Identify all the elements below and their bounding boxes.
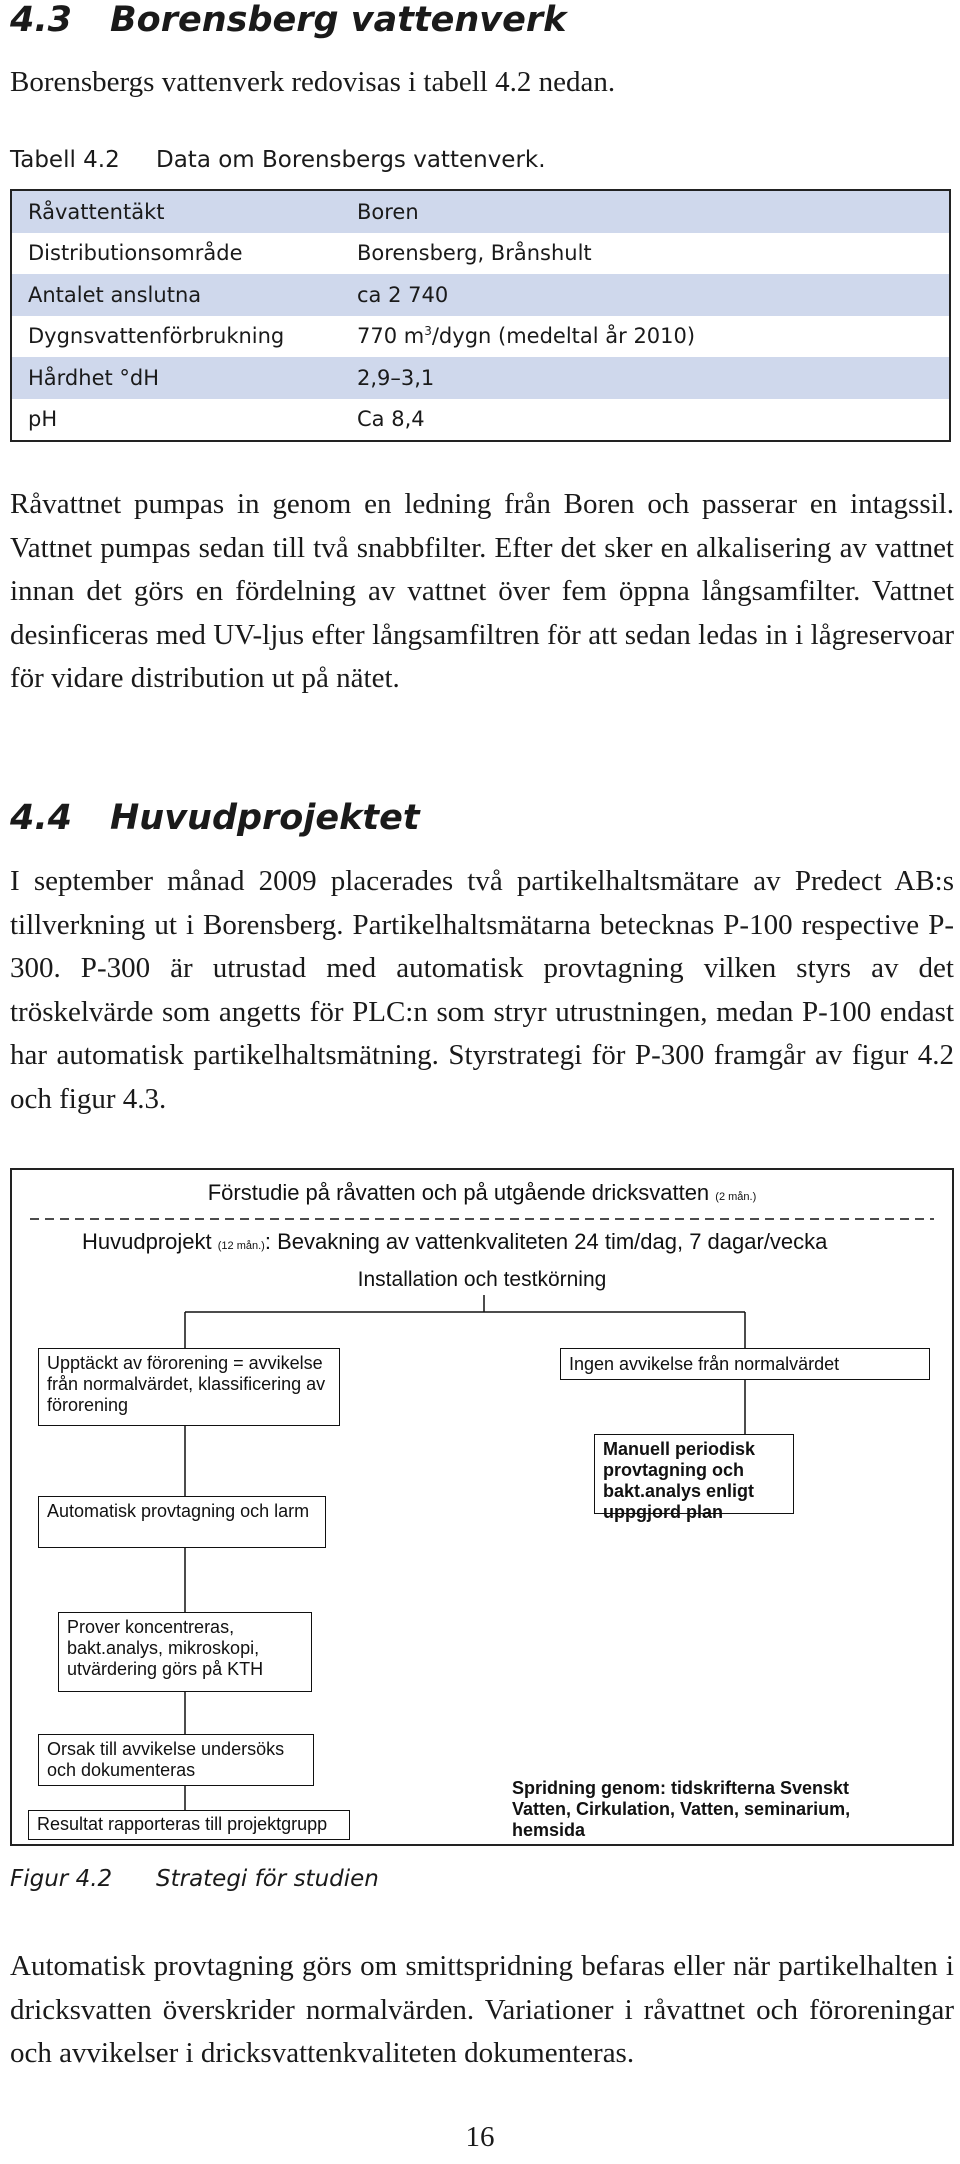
section-number: 4.3 xyxy=(10,0,73,40)
table-row xyxy=(12,191,949,233)
table-cell-label: Antalet anslutna xyxy=(28,282,202,307)
table-cell-label: Hårdhet °dH xyxy=(28,365,160,390)
paragraph-sampling: Automatisk provtagning görs om smittspridning befaras eller när partikelhalten i dricksvatten överskrider normalvärden. Variationer i råvattnet och föroreningar och avvikelser i dricksvattenkvaliteten dokumenteras. xyxy=(10,1950,954,2069)
main-duration: (12 mån.) xyxy=(217,1240,265,1252)
box-samples-analysis: Prover koncentreras, bakt.analys, mikroskopi, utvärdering görs på KTH xyxy=(58,1612,312,1692)
table-cell-label: Råvattentäkt xyxy=(28,199,165,224)
table-row xyxy=(12,274,949,316)
section-title: Borensberg vattenverk xyxy=(110,0,567,40)
paragraph-project: I september månad 2009 placerades två partikelhaltsmätare av Predect AB:s tillverkning ut i Borensberg. Partikelhaltsmätarna betecknas P-100 respective P-300. P-300 är utrustad med automatisk provtagning vilken styrs av det tröskelvärde som angetts för PLC:n som stryr utrustningen, medan P-100 endast har automatisk partikelhaltsmätning. Styrstrategi för P-300 framgår av figur 4.2 och figur 4.3. xyxy=(10,865,954,1115)
table-cell-value: Borensberg, Brånshult xyxy=(357,241,592,266)
table-row xyxy=(12,357,949,399)
table-row xyxy=(12,399,949,441)
table-cell-value: 2,9–3,1 xyxy=(357,365,435,390)
table-cell-value: ca 2 740 xyxy=(357,282,449,307)
table-caption xyxy=(10,145,546,175)
paragraph-process: Råvattnet pumpas in genom en ledning från Boren och passerar en intagssil. Vattnet pumpas sedan till två snabbfilter. Efter det sker en alkalisering av vattnet innan det görs en fördelning av vattnet över fem öppna långsamfilter. Vattnet desinficeras med UV-ljus efter långsamfiltren för att sedan ledas in i lågreservoar för vidare distribution ut på nätet. xyxy=(10,488,954,694)
value-part: 770 m xyxy=(357,324,425,349)
main-text: : Bevakning av vattenkvaliteten 24 tim/dag, 7 dagar/vecka xyxy=(264,1229,828,1254)
value-part: /dygn (medeltal år 2010) xyxy=(431,324,696,349)
table-cell-value: Boren xyxy=(357,199,419,224)
box-distribution: Spridning genom: tidskrifterna Svenskt Vatten, Cirkulation, Vatten, seminarium, hemsida xyxy=(512,1778,894,1832)
main-label: Huvudprojekt xyxy=(82,1229,212,1254)
flowchart-main-line xyxy=(82,1229,827,1255)
figure-caption xyxy=(10,1864,379,1894)
data-table xyxy=(10,189,951,442)
install-label: Installation och testkörning xyxy=(357,1268,607,1291)
box-no-deviation: Ingen avvikelse från normalvärdet xyxy=(560,1348,930,1380)
table-cell-label: pH xyxy=(28,407,58,432)
box-manual-sampling: Manuell periodisk provtagning och bakt.analys enligt uppgjord plan xyxy=(594,1434,794,1514)
top-duration: (2 mån.) xyxy=(715,1191,757,1203)
table-caption-number: Tabell 4.2 xyxy=(10,147,120,173)
top-title-text: Förstudie på råvatten och på utgående dricksvatten xyxy=(207,1180,710,1205)
box-detect-pollution: Upptäckt av förorening = avvikelse från normalvärdet, klassificering av förorening xyxy=(38,1348,340,1426)
table-cell-label: Dygnsvattenförbrukning xyxy=(28,324,285,349)
box-results-reported: Resultat rapporteras till projektgrupp xyxy=(28,1810,350,1840)
strategy-flowchart xyxy=(10,1168,954,1846)
table-row xyxy=(12,316,949,358)
page-number: 16 xyxy=(465,2121,495,2153)
table-cell-value xyxy=(357,324,695,348)
figure-caption-text: Strategi för studien xyxy=(156,1866,379,1892)
section-heading-4-3 xyxy=(10,0,566,40)
intro-paragraph: Borensbergs vattenverk redovisas i tabell 4.2 nedan. xyxy=(10,66,616,98)
section-number: 4.4 xyxy=(10,798,73,838)
table-cell-label: Distributionsområde xyxy=(28,241,243,266)
box-cause-investigated: Orsak till avvikelse undersöks och dokumenteras xyxy=(38,1734,314,1786)
section-title: Huvudprojektet xyxy=(110,798,420,838)
table-cell-value: Ca 8,4 xyxy=(357,407,425,432)
table-caption-text: Data om Borensbergs vattenverk. xyxy=(156,147,546,173)
box-auto-sampling: Automatisk provtagning och larm xyxy=(38,1496,326,1548)
section-heading-4-4 xyxy=(10,798,420,838)
figure-caption-number: Figur 4.2 xyxy=(10,1866,113,1892)
flowchart-top-title xyxy=(12,1180,952,1206)
table-row xyxy=(12,233,949,275)
value-superscript: 3 xyxy=(424,324,432,339)
